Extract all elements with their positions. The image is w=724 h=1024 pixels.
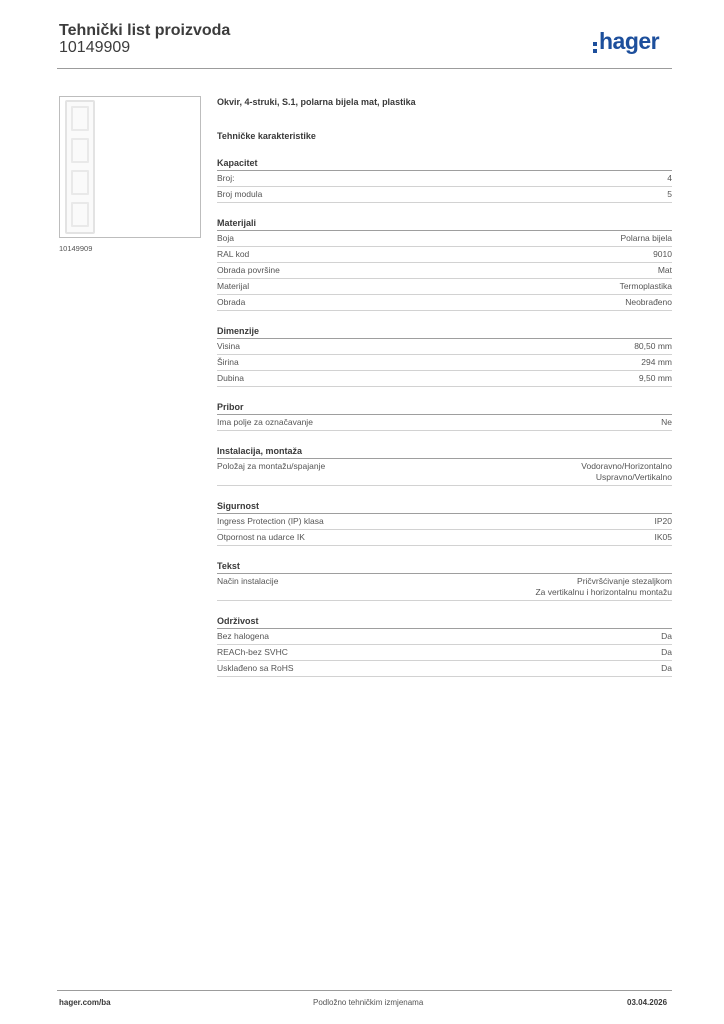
characteristics-title: Tehničke karakteristike — [217, 131, 316, 141]
spec-value — [620, 281, 672, 292]
document-title: Tehnički list proizvoda — [59, 22, 231, 39]
spec-label: Broj: — [217, 173, 235, 183]
spec-value-line: Neobrađeno — [625, 297, 672, 307]
product-number: 10149909 — [59, 39, 131, 56]
spec-value-line: Za vertikalnu i horizontalnu montažu — [535, 587, 672, 597]
spec-label: Materijal — [217, 281, 250, 291]
spec-row — [217, 371, 672, 387]
spec-label: Ima polje za označavanje — [217, 417, 313, 427]
spec-label: Način instalacije — [217, 576, 279, 586]
spec-value-line: Pričvršćivanje stezaljkom — [577, 576, 672, 586]
spec-label: Boja — [217, 233, 235, 243]
product-title: Okvir, 4-struki, S.1, polarna bijela mat, plastika — [217, 97, 416, 107]
spec-label: REACh-bez SVHC — [217, 647, 288, 657]
spec-value-line: IK05 — [654, 532, 672, 542]
footer-website: hager.com/ba — [59, 998, 111, 1007]
section-title: Instalacija, montaža — [217, 445, 672, 459]
spec-row — [217, 645, 672, 661]
spec-value-line: Polarna bijela — [620, 233, 672, 243]
spec-section — [217, 500, 672, 546]
image-caption: 10149909 — [59, 244, 93, 253]
spec-section — [217, 401, 672, 431]
frame-4-gang-icon — [65, 100, 95, 234]
spec-value-line: IP20 — [654, 516, 672, 526]
spec-value-line: Uspravno/Vertikalno — [595, 472, 672, 482]
spec-row — [217, 171, 672, 187]
spec-label: Obrada površine — [217, 265, 280, 275]
spec-value-line: Vodoravno/Horizontalno — [581, 461, 672, 471]
spec-value-line: 9010 — [653, 249, 672, 259]
spec-label: Broj modula — [217, 189, 263, 199]
spec-label: Širina — [217, 357, 239, 367]
spec-value — [661, 417, 672, 428]
spec-value-line: Da — [661, 631, 672, 641]
spec-row — [217, 339, 672, 355]
spec-value — [620, 233, 672, 244]
section-title: Tekst — [217, 560, 672, 574]
spec-value — [581, 461, 672, 483]
spec-label: Otpornost na udarce IK — [217, 532, 305, 542]
spec-label: Ingress Protection (IP) klasa — [217, 516, 324, 526]
spec-row — [217, 574, 672, 601]
spec-row — [217, 187, 672, 203]
spec-value — [639, 373, 672, 384]
spec-value-line: 294 mm — [641, 357, 672, 367]
header-divider — [57, 68, 672, 69]
spec-row — [217, 279, 672, 295]
hager-logo: hager — [593, 28, 659, 55]
section-title: Održivost — [217, 615, 672, 629]
spec-row — [217, 661, 672, 677]
spec-value-line: Da — [661, 663, 672, 673]
spec-row — [217, 459, 672, 486]
spec-row — [217, 355, 672, 371]
spec-row — [217, 247, 672, 263]
spec-row — [217, 231, 672, 247]
spec-label: Položaj za montažu/spajanje — [217, 461, 326, 471]
spec-value — [655, 532, 673, 543]
spec-label: Obrada — [217, 297, 246, 307]
spec-value — [661, 647, 672, 658]
spec-value — [661, 663, 672, 674]
spec-section — [217, 560, 672, 601]
spec-value — [658, 265, 672, 276]
spec-section — [217, 615, 672, 677]
spec-label: Visina — [217, 341, 240, 351]
spec-section — [217, 157, 672, 203]
spec-row — [217, 295, 672, 311]
spec-value-line: Termoplastika — [619, 281, 672, 291]
spec-row — [217, 415, 672, 431]
spec-value — [661, 631, 672, 642]
section-title: Sigurnost — [217, 500, 672, 514]
spec-row — [217, 530, 672, 546]
spec-value-line: Da — [661, 647, 672, 657]
spec-section — [217, 217, 672, 311]
spec-value — [634, 341, 672, 352]
spec-row — [217, 629, 672, 645]
section-title: Materijali — [217, 217, 672, 231]
footer-date: 03.04.2026 — [627, 998, 668, 1007]
spec-value-line: Ne — [661, 417, 672, 427]
spec-value — [653, 249, 672, 260]
spec-content — [217, 96, 672, 677]
spec-value-line: 4 — [667, 173, 672, 183]
spec-value — [641, 357, 672, 368]
spec-value-line: 9,50 mm — [638, 373, 672, 383]
spec-value — [667, 173, 672, 184]
footer-divider — [57, 990, 672, 991]
spec-value — [625, 297, 672, 308]
spec-value — [655, 516, 673, 527]
footer-disclaimer: Podložno tehničkim izmjenama — [313, 998, 424, 1007]
spec-value-line: Mat — [657, 265, 672, 275]
spec-value-line: 5 — [667, 189, 672, 199]
spec-section — [217, 325, 672, 387]
spec-label: Bez halogena — [217, 631, 269, 641]
spec-label: Usklađeno sa RoHS — [217, 663, 294, 673]
spec-sections — [217, 157, 672, 677]
spec-value — [667, 189, 672, 200]
spec-label: Dubina — [217, 373, 244, 383]
section-title: Pribor — [217, 401, 672, 415]
spec-label: RAL kod — [217, 249, 250, 259]
spec-row — [217, 514, 672, 530]
section-title: Kapacitet — [217, 157, 672, 171]
spec-section — [217, 445, 672, 486]
section-title: Dimenzije — [217, 325, 672, 339]
spec-row — [217, 263, 672, 279]
spec-value — [535, 576, 672, 598]
spec-value-line: 80,50 mm — [634, 341, 672, 351]
